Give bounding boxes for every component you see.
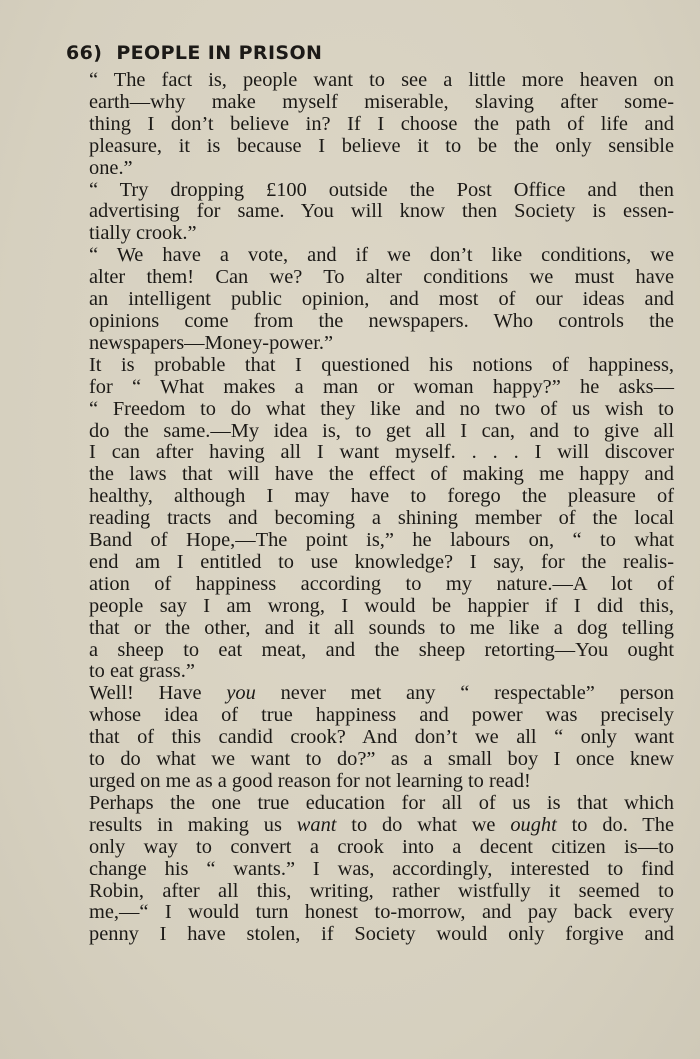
paragraph-3 — [66, 245, 674, 355]
text-line: pleasure, it is because I believe it to be the only sensible — [89, 134, 674, 157]
body-text — [66, 70, 674, 946]
text-line: reading tracts and becoming a shining member of the local — [89, 507, 674, 530]
paragraph-2 — [66, 180, 674, 246]
book-page — [66, 42, 674, 946]
text-line: “ Try dropping £100 outside the Post Office and then — [89, 178, 674, 201]
text-line: end am I entitled to use knowledge? I say, for the realis- — [89, 550, 674, 573]
text-line: healthy, although I may have to forego the pleasure of — [89, 485, 674, 508]
text-line: do the same.—My idea is, to get all I can, and to give all — [89, 419, 674, 442]
text-line: Robin, after all this, writing, rather wistfully it seemed to — [89, 879, 674, 902]
text-line: Perhaps the one true education for all of us is that which — [89, 791, 674, 814]
text-line: Band of Hope,—The point is,” he labours on, “ to what — [89, 529, 674, 552]
page-number: 66) — [66, 42, 103, 64]
text-line: an intelligent public opinion, and most of our ideas and — [89, 288, 674, 311]
text-line: that of this candid crook? And don’t we all “ only want — [89, 726, 674, 749]
text-line: opinions come from the newspapers. Who controls the — [89, 309, 674, 332]
paragraph-4 — [66, 355, 674, 684]
text-line: ation of happiness according to my nature.—A lot of — [89, 572, 674, 595]
text-line: a sheep to eat meat, and the sheep retorting—You ought — [89, 638, 674, 661]
paragraph-5 — [66, 683, 674, 793]
text-line: me,—“ I would turn honest to-morrow, and pay back every — [89, 901, 674, 924]
paragraph-6 — [66, 793, 674, 946]
text-line: earth—why make myself miserable, slaving after some- — [89, 90, 674, 113]
text-line: tially crook.” — [89, 222, 197, 245]
text-line: It is probable that I questioned his notions of happiness, — [89, 353, 674, 376]
text-line: one.” — [89, 156, 133, 179]
text-line: newspapers—Money-power.” — [89, 331, 334, 354]
text-line: alter them! Can we? To alter conditions we must have — [89, 266, 674, 289]
text-line: for “ What makes a man or woman happy?” he asks— — [89, 375, 674, 398]
text-line: people say I am wrong, I would be happier if I did this, — [89, 594, 674, 617]
text-line: “ Freedom to do what they like and no two of us wish to — [89, 397, 674, 420]
text-line: advertising for same. You will know then Society is essen- — [89, 200, 674, 223]
text-line: change his “ wants.” I was, accordingly, interested to find — [89, 857, 674, 880]
text-line: “ The fact is, people want to see a little more heaven on — [89, 69, 674, 91]
text-line: urged on me as a good reason for not learning to read! — [89, 770, 531, 792]
text-line: Well! Have you never met any “ respectable” person — [89, 682, 674, 705]
text-line: that or the other, and it all sounds to me like a dog telling — [89, 616, 674, 639]
running-title: PEOPLE IN PRISON — [116, 42, 323, 64]
text-line: whose idea of true happiness and power was precisely — [89, 704, 674, 727]
text-line: only way to convert a crook into a decent citizen is—to — [89, 835, 674, 858]
running-head — [66, 42, 674, 64]
paragraph-1 — [66, 70, 674, 180]
text-line: to do what we want to do?” as a small boy I once knew — [89, 748, 674, 771]
text-line: to eat grass.” — [89, 660, 195, 683]
text-line: penny I have stolen, if Society would only forgive and — [89, 923, 674, 946]
text-line: I can after having all I want myself. . . . I will discover — [89, 441, 674, 464]
text-line: the laws that will have the effect of making me happy and — [89, 463, 674, 486]
text-line: thing I don’t believe in? If I choose the path of life and — [89, 112, 674, 135]
text-line: “ We have a vote, and if we don’t like conditions, we — [89, 244, 674, 267]
text-line: results in making us want to do what we ought to do. The — [89, 813, 674, 836]
